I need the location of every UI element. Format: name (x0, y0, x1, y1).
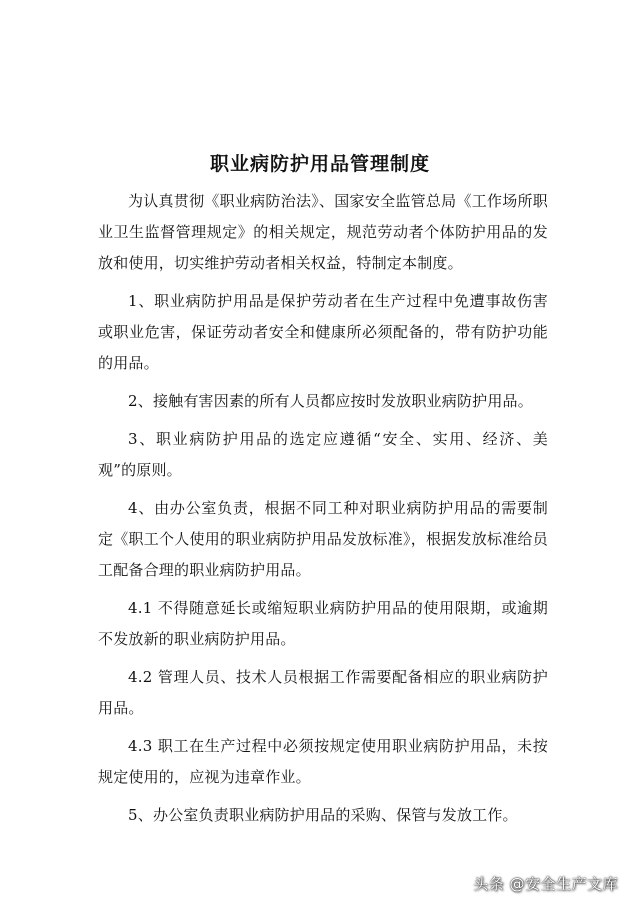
source-watermark: 头条 @安全生产文库 (473, 875, 618, 893)
clause-1: 1、职业病防护用品是保护劳动者在生产过程中免遭事故伤害或职业危害，保证劳动者安全和健康所必须配备的，带有防护功能的用品。 (98, 292, 548, 372)
clause-5: 5、办公室负责职业病防护用品的采购、保管与发放工作。 (128, 806, 518, 824)
clause-4: 4、由办公室负责，根据不同工种对职业病防护用品的需要制定《职工个人使用的职业病防护用品发放标准》，根据发放标准给员工配备合理的职业病防护用品。 (98, 499, 548, 579)
clause-4-2: 4.2 管理人员、技术人员根据工作需要配备相应的职业病防护用品。 (98, 668, 548, 717)
document-title: 职业病防护用品管理制度 (209, 153, 430, 175)
clause-3: 3、职业病防护用品的选定应遵循“安全、实用、经济、美观”的原则。 (98, 430, 548, 479)
document-body (98, 186, 548, 838)
clause-2: 2、接触有害因素的所有人员都应按时发放职业病防护用品。 (128, 392, 533, 410)
intro-paragraph: 为认真贯彻《职业病防治法》、国家安全监管总局《工作场所职业卫生监督管理规定》的相关规定，规范劳动者个体防护用品的发放和使用，切实维护劳动者相关权益，特制定本制度。 (98, 192, 548, 272)
clause-4-3: 4.3 职工在生产过程中必须按规定使用职业病防护用品，未按规定使用的，应视为违章作业。 (98, 737, 548, 786)
clause-4-1: 4.1 不得随意延长或缩短职业病防护用品的使用限期，或逾期不发放新的职业病防护用品。 (98, 599, 548, 648)
